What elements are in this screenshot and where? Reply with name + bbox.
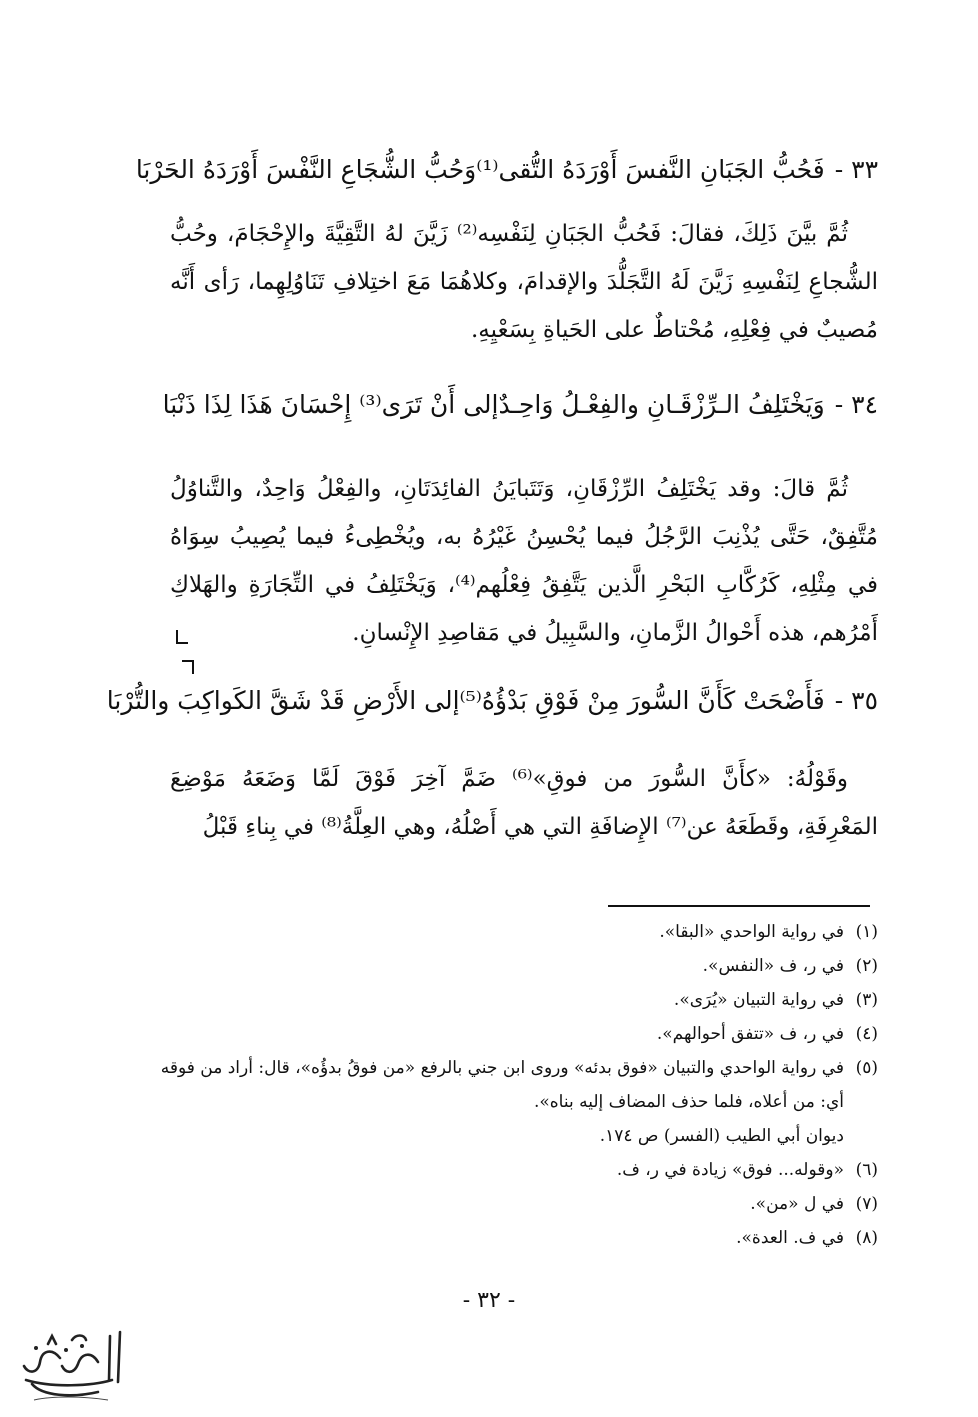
verse-34 — [162, 380, 878, 428]
paragraph-text: ثُمَّ بيَّنَ ذَلِكَ، فقالَ: فَحُبُّ الجَبَانِ لِنَفْسِه⁽²⁾ زَيَّنَ لهُ التَّقِيَّةَ والإِحْجَامَ، وحُبُّ الشُّجاعِ لِنَفْسِهِ زَيَّنَ لَهُ التَّجَلُّدَ والإقدامَ، وكلاهُمَا مَعَ اختِلافِ تَنَاوُلِهِما، رَأى أَنَّه مُصيبٌ في فِعْلِهِ، مُحْتاطٌ على الحَياةِ بِسَعْيِهِ. — [170, 221, 878, 343]
commentary-paragraph-2 — [170, 465, 878, 657]
footnote-text: في رواية الواحدي «البقا». — [659, 922, 844, 942]
footnote-separator — [608, 905, 870, 907]
footnote-4 — [170, 1017, 878, 1051]
commentary-paragraph-3 — [170, 755, 878, 851]
verse-hemistich-second: إلى الأَرْضِ قَدْ شَقَّ الكَواكِبَ والتُّرْبَا — [106, 685, 460, 715]
footnote-number: (١) — [855, 922, 878, 942]
page-number: - ٣٢ - — [462, 1288, 516, 1313]
paragraph-text: وقَوْلُهُ: «كأَنَّ السُّورَ من فوقِ»⁽⁶⁾ ضَمَّ آخِرَ فَوْقَ لَمَّا وَضَعَهُ مَوْضِعَ المَعْرِفَةِ، وقَطَعَهُ عن⁽⁷⁾ الإِضافَةِ التي هي أَصْلُهُ، وهي العِلَّةُ⁽⁸⁾ في بِناءِ قَبْلُ — [170, 766, 878, 840]
footnote-number: (٥) — [855, 1058, 878, 1078]
footnote-3 — [170, 983, 878, 1017]
commentary-paragraph-1 — [170, 210, 878, 354]
footnote-number: (٦) — [855, 1160, 878, 1180]
footnote-text: في رواية الواحدي والتبيان «فوق بدئه» وروى ابن جني بالرفع «من فوقُ بدؤُه»، قال: أراد من فوقه — [160, 1058, 844, 1078]
footnote-number: (٢) — [855, 956, 878, 976]
verse-number: ٣٤ - — [834, 389, 878, 419]
footnote-1 — [170, 915, 878, 949]
footnote-text: في ر، ف «النفس». — [702, 956, 844, 976]
verse-hemistich-first: وَيَخْتَلِفُ الـرِّزْقَـانِ والفِعْـلُ وَاحِـدٌ — [498, 389, 825, 419]
footnote-number: (٨) — [855, 1228, 878, 1248]
footnote-text: ديوان أبي الطيب (الفسر) ص ١٧٤. — [599, 1126, 844, 1146]
footnote-text: «وقوله... فوق» زيادة في ر، ف. — [616, 1160, 844, 1180]
section-marker-top — [182, 660, 194, 674]
footnotes — [160, 915, 878, 1255]
footnote-text: في ف. العدة». — [736, 1228, 844, 1248]
footnote-text: في رواية التبيان «يُرَى». — [673, 990, 844, 1010]
footnote-5-continuation-2 — [170, 1119, 878, 1153]
verse-hemistich-first: فَأَضْحَتْ كَأَنَّ السُّورَ مِنْ فَوْقِ بَدْؤُهُ⁽⁵⁾ — [459, 685, 825, 715]
footnote-7 — [170, 1187, 878, 1221]
verse-number: ٣٥ - — [834, 685, 878, 715]
footnote-text: أي: من أعلاه، فلما حذف المضاف إليه بناه». — [533, 1092, 844, 1112]
footnote-number: (٣) — [855, 990, 878, 1010]
verse-hemistich-second: إلى أَنْ تَرَى⁽³⁾ إِحْسَانَ هَذَا لِذَا ذَنْبَا — [162, 389, 499, 419]
verse-35 — [106, 676, 878, 724]
footnote-text: في ل «من». — [750, 1194, 844, 1214]
verse-hemistich-second: وَحُبُّ الشُّجَاعِ النَّفْسَ أَوْرَدَهُ الحَرْبَا — [135, 154, 477, 184]
footnote-6 — [170, 1153, 878, 1187]
paragraph-text: ثُمَّ قالَ: وقد يَخْتَلِفُ الرِّزْقَانِ، وَتَتَبايَنُ الفائِدَتَانِ، والفِعْلُ وَاحِدٌ، والتَّناوُلُ مُتَّفِقٌ، حَتَّى يُذْنِبَ الرَّجُلُ فيما يُحْسِنُ غَيْرُهُ به، ويُخْطِىءُ فيما يُصِيبُ سِوَاهُ في مِثْلِهِ، كَرُكَّابِ البَحْرِ الَّذين يَتَّفِقُ فِعْلُهم⁽⁴⁾، وَيَخْتَلِفُ في التِّجَارَةِ والهَلاكِ أَمْرُهم، هذه أَحْوالُ الزَّمانِ، والسَّبِيلُ في مَقاصِدِ الإِنْسانِ. — [170, 476, 878, 646]
verse-hemistich-first: فَحُبُّ الجَبَانِ النَّفسَ أَوْرَدَهُ التُّقى⁽¹⁾ — [476, 154, 825, 184]
verse-number: ٣٣ - — [834, 154, 878, 184]
footnote-5 — [160, 1051, 878, 1085]
calligraphy-logo-icon — [12, 1322, 130, 1406]
footnote-text: في ر، ف «تتفق أحوالهم». — [656, 1024, 844, 1044]
verse-33 — [135, 145, 878, 193]
footnote-2 — [170, 949, 878, 983]
footnote-5-continuation-1 — [170, 1085, 878, 1119]
footnote-number: (٧) — [855, 1194, 878, 1214]
section-marker-bottom — [176, 630, 188, 644]
footnote-8 — [170, 1221, 878, 1255]
footnote-number: (٤) — [855, 1024, 878, 1044]
